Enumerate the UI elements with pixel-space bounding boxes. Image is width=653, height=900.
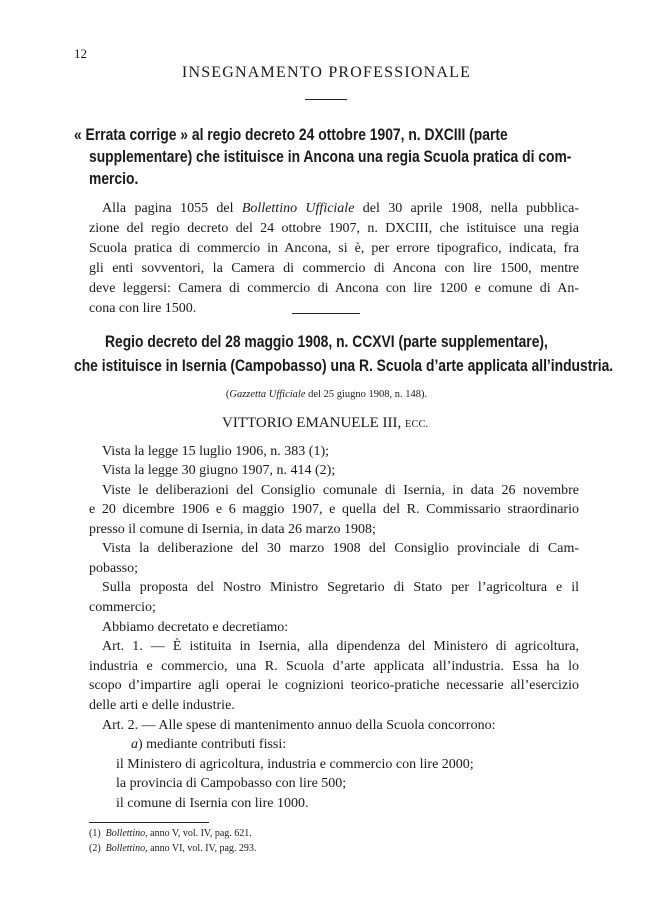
decree-line-12: industria e commercio, una R. Scuola d’arte applicata all’industria. Essa ha lo: [89, 659, 579, 674]
decree-line-15: Art. 2. — Alle spese di mantenimento annuo della Scuola concorrono:: [102, 718, 496, 733]
section-rule: [292, 313, 360, 314]
running-head: INSEGNAMENTO PROFESSIONALE: [181, 64, 472, 81]
errata-body-line-1: Alla pagina 1055 del Bollettino Ufficiale del 30 aprile 1908, nella pubblica-: [102, 201, 579, 216]
decree-line-10: Abbiamo decretato e decretiamo:: [102, 620, 289, 635]
decree-line-11: Art. 1. — È istituita in Isernia, alla dipendenza del Ministero di agricoltura,: [102, 639, 579, 654]
footnote-rule: [89, 822, 209, 823]
sovereign-title: VITTORIO EMANUELE III, ECC.: [222, 415, 429, 431]
decree-line-14: delle arti e delle industrie.: [89, 698, 235, 713]
head-rule: [305, 99, 347, 100]
decree-line-1: Vista la legge 15 luglio 1906, n. 383 (1);: [102, 444, 330, 459]
decree-line-5: presso il comune di Isernia, in data 26 marzo 1908;: [89, 522, 376, 537]
decree-line-19: il comune di Isernia con lire 1000.: [116, 796, 309, 811]
decree-line-13: scopo d’impartire agli operai le cognizioni teorico-pratiche necessarie all’esercizio: [89, 678, 579, 693]
decree-line-7: pobasso;: [89, 561, 138, 576]
decree-title-line-1: Regio decreto del 28 maggio 1908, n. CCXVI (parte supplementare),: [105, 333, 548, 351]
errata-body-line-6: cona con lire 1500.: [89, 301, 197, 316]
decree-line-18: la provincia di Campobasso con lire 500;: [116, 776, 347, 791]
page-number: 12: [74, 46, 87, 61]
errata-body-line-4: gli enti sovventori, la Camera di commercio di Ancona con lire 1500, mentre: [89, 261, 579, 276]
decree-line-3: Viste le deliberazioni del Consiglio comunale di Isernia, in data 26 novembre: [102, 483, 579, 498]
decree-line-17: il Ministero di agricoltura, industria e commercio con lire 2000;: [116, 757, 474, 772]
errata-title-line-3: mercio.: [89, 170, 139, 188]
errata-body-line-5: deve leggersi: Camera di commercio di Ancona con lire 1200 e comune di An-: [89, 281, 579, 296]
footnote-1: (1) Bollettino, anno V, vol. IV, pag. 621.: [89, 828, 252, 839]
decree-line-9: commercio;: [89, 600, 156, 615]
decree-line-6: Vista la deliberazione del 30 marzo 1908 del Consiglio provinciale di Cam-: [102, 541, 579, 556]
gazette-reference: (Gazzetta Ufficiale del 25 giugno 1908, n. 148).: [225, 389, 428, 400]
footnote-2: (2) Bollettino, anno VI, vol. IV, pag. 293.: [89, 843, 257, 854]
decree-line-8: Sulla proposta del Nostro Ministro Segretario di Stato per l’agricoltura e il: [102, 580, 579, 595]
decree-line-2: Vista la legge 30 giugno 1907, n. 414 (2);: [102, 463, 336, 478]
errata-title-line-1: « Errata corrige » al regio decreto 24 ottobre 1907, n. DXCIII (parte: [74, 126, 508, 144]
errata-title-line-2: supplementare) che istituisce in Ancona una regia Scuola pratica di com-: [89, 148, 572, 166]
errata-body-line-2: zione del regio decreto del 24 ottobre 1907, n. DXCIII, che istituisce una regia: [89, 221, 579, 236]
errata-body-line-3: Scuola pratica di commercio in Ancona, si è, per errore tipografico, indicata, fra: [89, 241, 579, 256]
decree-title-line-2: che istituisce in Isernia (Campobasso) una R. Scuola d’arte applicata all’industria.: [74, 357, 614, 375]
decree-line-4: e 20 dicembre 1906 e 6 maggio 1907, e quella del R. Commissario straordinario: [89, 502, 579, 517]
decree-line-16: a) mediante contributi fissi:: [131, 737, 287, 752]
